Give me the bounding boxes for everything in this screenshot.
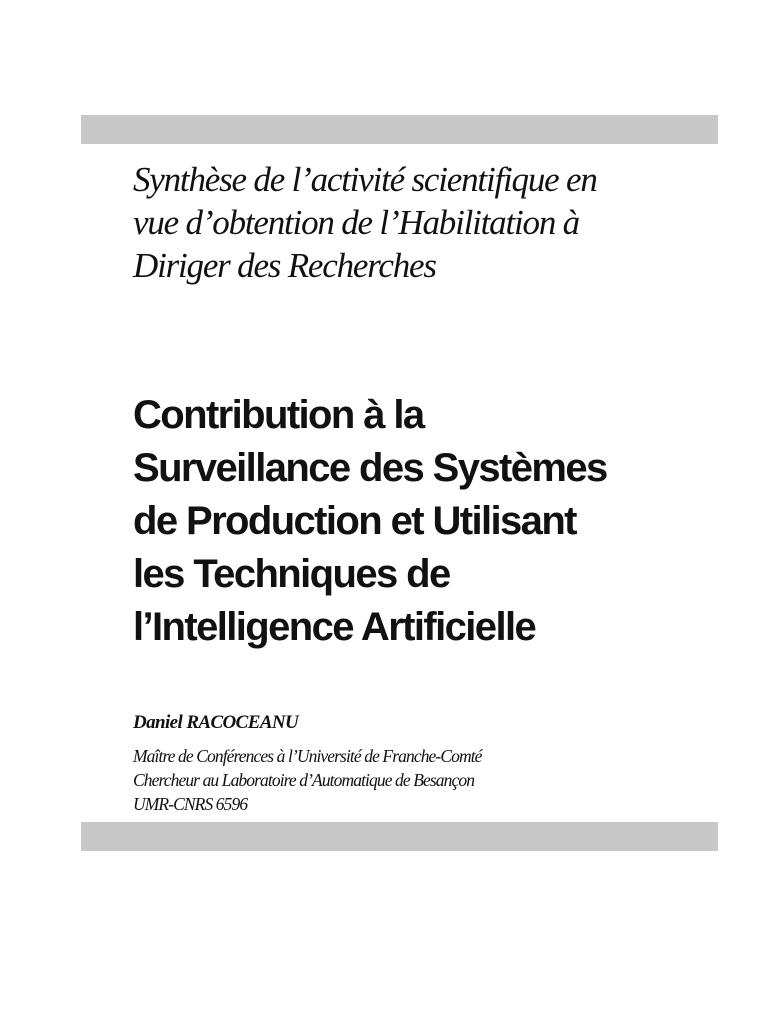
affiliation-line: Chercheur au Laboratoire d’Automatique de Besançon [133, 770, 475, 790]
subtitle-line: Diriger des Recherches [133, 246, 436, 285]
subtitle-block [133, 158, 693, 287]
bottom-rule-bar [81, 822, 718, 851]
title-line: de Production et Utilisant [133, 499, 576, 543]
subtitle-line: vue d’obtention de l’Habilitation à [133, 203, 579, 242]
title-line: les Techniques de [133, 552, 450, 596]
affiliation-line: Maître de Conférences à l’Université de Franche-Comté [133, 746, 482, 766]
affiliation-line: UMR-CNRS 6596 [133, 794, 248, 814]
document-title [133, 389, 713, 654]
author-affiliation [133, 744, 693, 816]
author-name: Daniel RACOCEANU [133, 712, 299, 733]
title-line: Contribution à la [133, 393, 424, 437]
title-line: Surveillance des Systèmes [133, 446, 607, 490]
title-line: l’Intelligence Artificielle [133, 605, 536, 649]
top-rule-bar [81, 115, 718, 144]
subtitle-line: Synthèse de l’activité scientifique en [133, 160, 597, 199]
